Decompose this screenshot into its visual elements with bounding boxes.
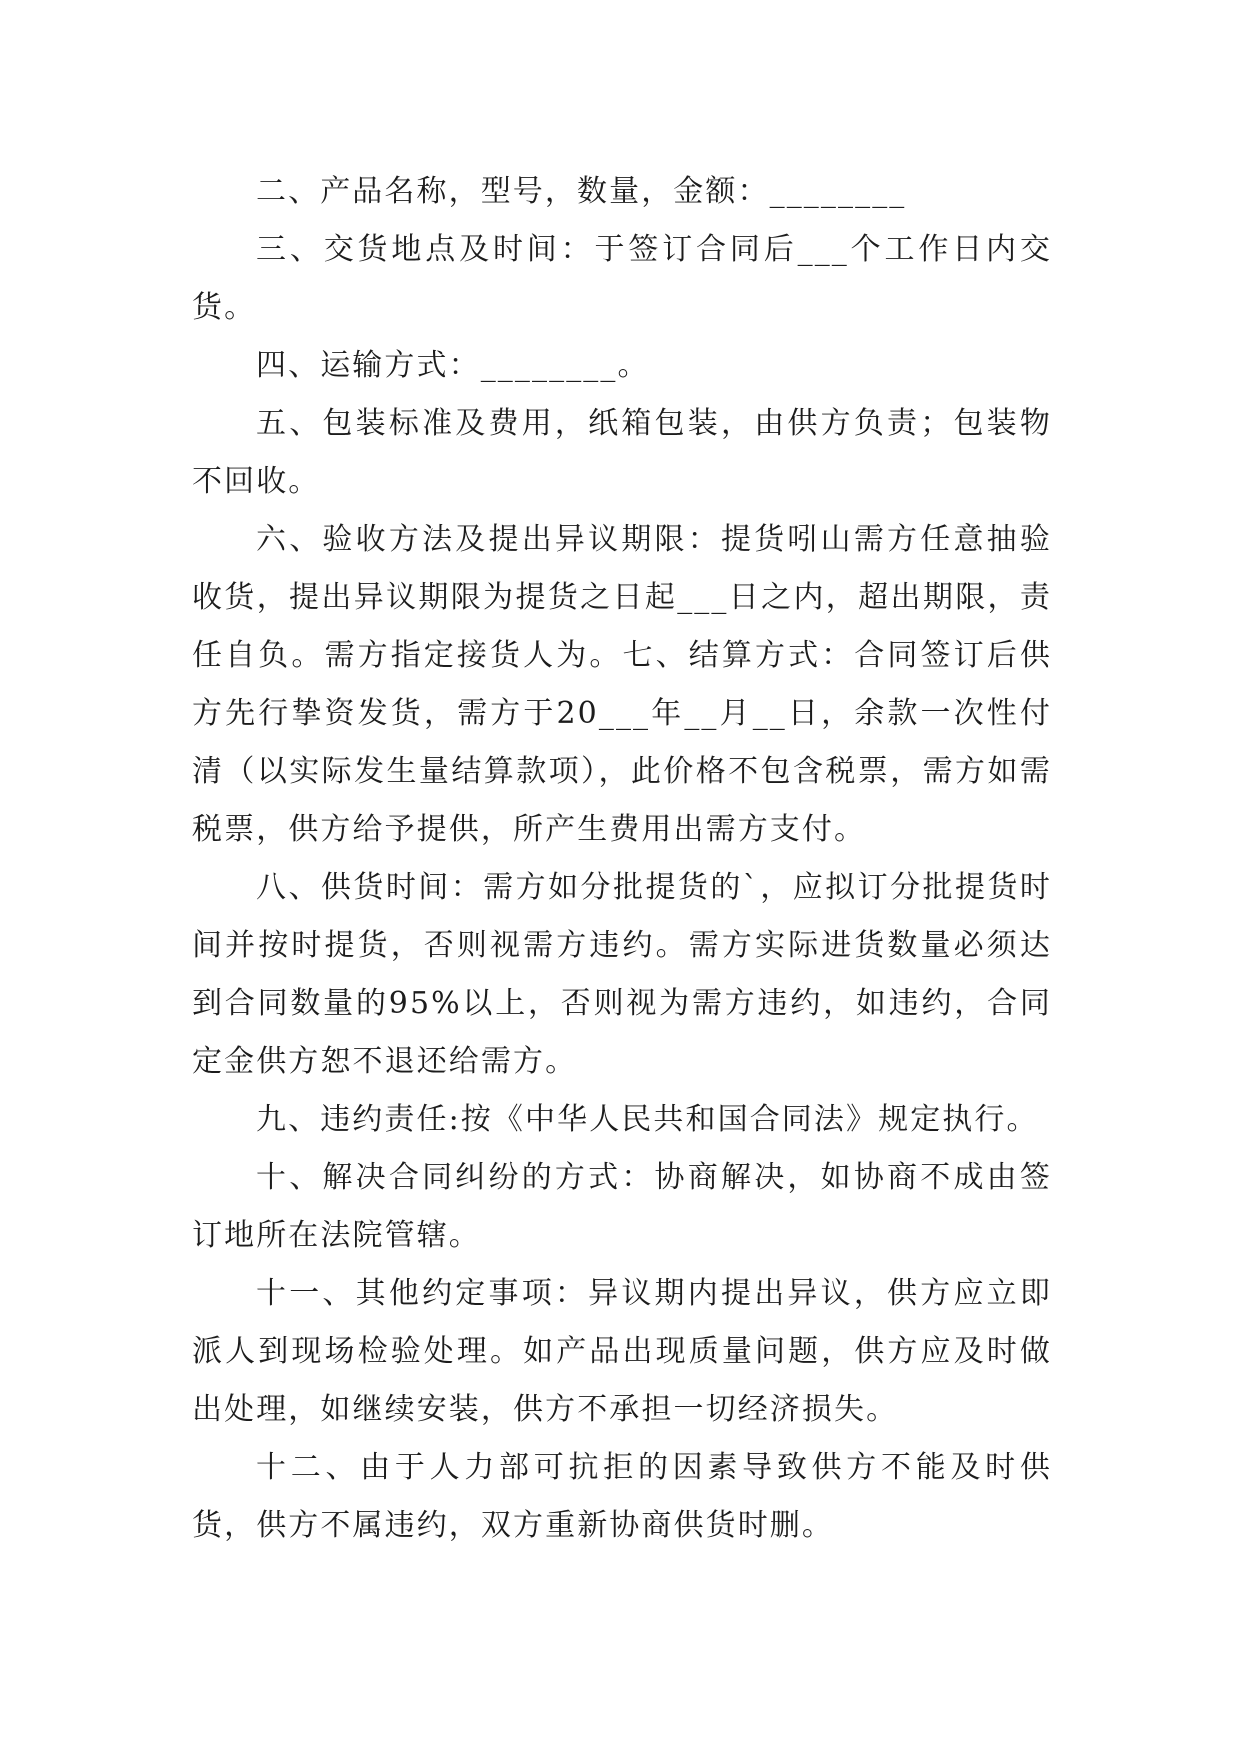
clause-3-delivery-place-time: 三、交货地点及时间：于签订合同后___个工作日内交货。	[192, 232, 1052, 325]
clause-10-dispute-resolution: 十、解决合同纠纷的方式：协商解决，如协商不成由签订地所在法院管辖。	[192, 1160, 1052, 1253]
clause-4-transport-method: 四、运输方式：________。	[256, 348, 650, 383]
clause-9-liability: 九、违约责任:按《中华人民共和国合同法》规定执行。	[256, 1102, 1039, 1137]
clause-2-product-info: 二、产品名称，型号，数量，金额：________	[256, 174, 907, 209]
clause-11-other-terms: 十一、其他约定事项：异议期内提出异议，供方应立即派人到现场检验处理。如产品出现质量问题，供方应及时做出处理，如继续安装，供方不承担一切经济损失。	[192, 1276, 1052, 1427]
document-body	[192, 163, 1052, 1555]
clause-8-supply-time: 八、供货时间：需方如分批提货的`，应拟订分批提货时间并按时提货，否则视需方违约。需方实际进货数量必须达到合同数量的95%以上，否则视为需方违约，如违约，合同定金供方恕不退还给需方。	[192, 870, 1052, 1079]
clause-5-packaging: 五、包装标准及费用，纸箱包装，由供方负责；包装物不回收。	[192, 406, 1052, 499]
clause-12-force-majeure: 十二、由于人力部可抗拒的因素导致供方不能及时供货，供方不属违约，双方重新协商供货时删。	[192, 1450, 1052, 1543]
clause-6-7-acceptance-settlement: 六、验收方法及提出异议期限：提货吲山需方任意抽验收货，提出异议期限为提货之日起___日之内，超出期限，责任自负。需方指定接货人为。七、结算方式：合同签订后供方先行挚资发货，需方于20___年__月__日，余款一次性付清（以实际发生量结算款项），此价格不包含税票，需方如需税票，供方给予提供，所产生费用出需方支付。	[192, 522, 1052, 847]
